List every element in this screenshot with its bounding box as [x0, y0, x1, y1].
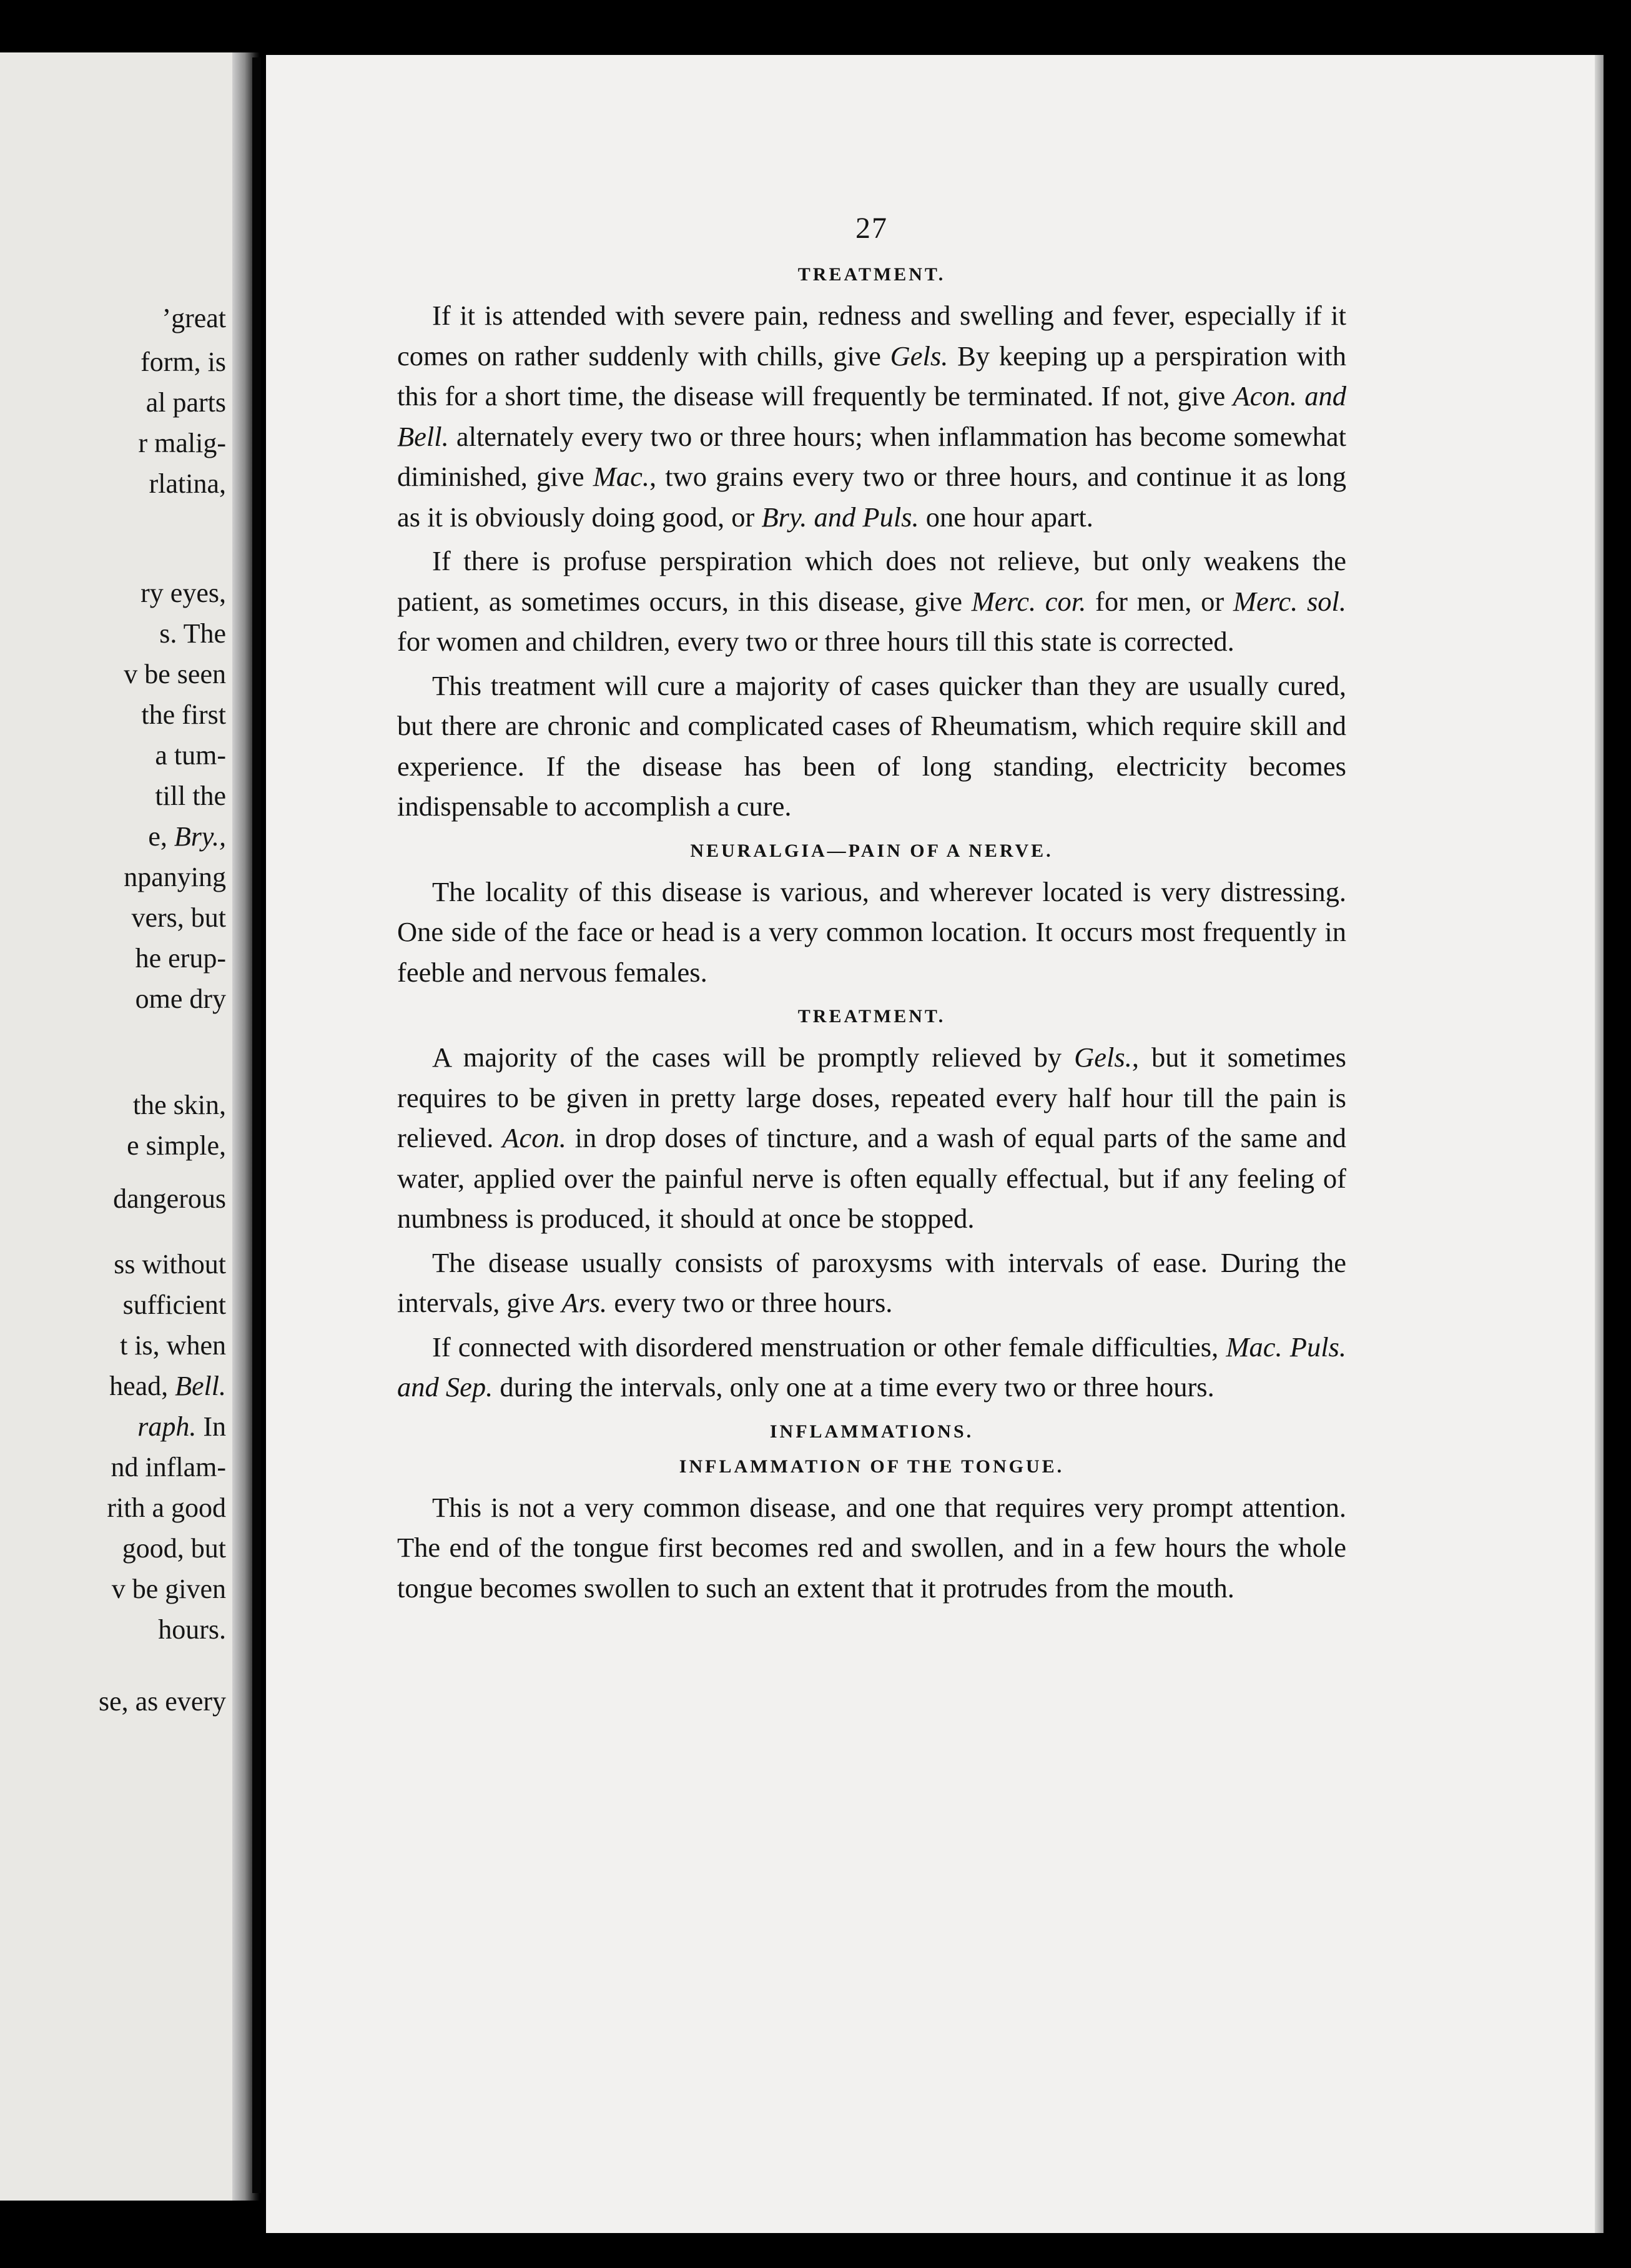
paragraph: A majority of the cases will be promptly relieved by Gels., but it sometimes requires to be given in pretty large doses, repeated every half hour till the pain is relieved. Acon. in drop doses of tincture, and a wash of equal parts of the same and water, applied over the painful nerve is often equally effectual, but if any feeling of numbness is produced, it should at once be stopped. [397, 1042, 1346, 1234]
page-number: 27 [855, 212, 888, 245]
paragraph: This treatment will cure a majority of cases quicker than they are usually cured, but there are chronic and complicated cases of Rheumatism, which require skill and experience. If the disease has been of long standing, electricity becomes indispensable to accomplish a cure. [397, 669, 1346, 822]
previous-page-line: nd inflam- [111, 1452, 226, 1482]
previous-page-line: rith a good [107, 1492, 226, 1523]
previous-page-line: vers, but [131, 902, 226, 933]
previous-page-line: a tum- [155, 740, 226, 771]
paragraph: If connected with disordered menstruation or other female difficulties, Mac. Puls. and Sep. during the intervals, only one at a time every two or three hours. [397, 1331, 1347, 1403]
binding-rule [252, 57, 261, 2193]
previous-page-line: dangerous [113, 1183, 226, 1214]
previous-page-line: v be seen [124, 659, 226, 689]
paragraph: If there is profuse perspiration which does not relieve, but only weakens the patient, as sometimes occurs, in this disease, give Merc. cor. for men, or Merc. sol. for women and children, every two or three hours till this state is corrected. [397, 545, 1347, 657]
section-heading: INFLAMMATION OF THE TONGUE. [679, 1456, 1065, 1477]
previous-page-line: ’great [162, 303, 226, 333]
previous-page-line: e, Bry., [148, 821, 226, 852]
previous-page-line: e simple, [127, 1130, 226, 1161]
previous-page-line: hours. [158, 1614, 226, 1645]
current-page [266, 55, 1604, 2233]
previous-page-line: se, as every [98, 1686, 226, 1717]
previous-page-line: till the [155, 781, 226, 811]
previous-page-line: ome dry [135, 984, 226, 1014]
previous-page-line: s. The [159, 618, 226, 649]
previous-page-line: rlatina, [149, 468, 226, 499]
paragraph: If it is attended with severe pain, redness and swelling and fever, especially if it comes on rather suddenly with chills, give Gels. By keeping up a perspiration with this for a short time, the disease will frequently be terminated. If not, give Acon. and Bell. alternately every two or three hours; when inflammation has become somewhat diminished, give Mac., two grains every two or three hours, and continue it as long as it is obviously doing good, or Bry. and Puls. one hour apart. [397, 300, 1347, 533]
previous-page-line: good, but [122, 1533, 226, 1564]
section-heading: TREATMENT. [797, 264, 946, 285]
previous-page-line: al parts [145, 387, 226, 418]
previous-page-line: he erup- [135, 943, 226, 974]
previous-page-line: sufficient [122, 1289, 226, 1320]
previous-page-line: ss without [114, 1249, 226, 1279]
page-edge [1595, 55, 1604, 2233]
previous-page-line: the first [141, 699, 226, 730]
previous-page-line: ry eyes, [140, 578, 226, 608]
page-body [397, 211, 1346, 1612]
previous-page-fragment [0, 52, 232, 2201]
previous-page-line: r malig- [138, 428, 226, 458]
section-heading: INFLAMMATIONS. [769, 1421, 974, 1442]
paragraph: This is not a very common disease, and one that requires very prompt attention. The end of the tongue first becomes red and swollen, and in a few hours the whole tongue becomes swollen to such an extent that it protrudes from the mouth. [397, 1491, 1346, 1604]
previous-page-line: head, Bell. [109, 1371, 226, 1401]
previous-page-line: v be given [111, 1574, 226, 1604]
previous-page-line: the skin, [132, 1090, 226, 1120]
previous-page-line: raph. In [137, 1411, 226, 1442]
paragraph: The disease usually consists of paroxysms with intervals of ease. During the intervals, give Ars. every two or three hours. [397, 1246, 1346, 1318]
previous-page-line: t is, when [120, 1330, 226, 1361]
section-heading: NEURALGIA—PAIN OF A NERVE. [690, 840, 1053, 861]
paragraph: The locality of this disease is various, and wherever located is very distressing. One side of the face or head is a very common location. It occurs most frequently in feeble and nervous females. [397, 875, 1346, 988]
previous-page-line: npanying [124, 862, 226, 892]
section-heading: TREATMENT. [797, 1006, 946, 1027]
previous-page-line: form, is [140, 347, 226, 377]
